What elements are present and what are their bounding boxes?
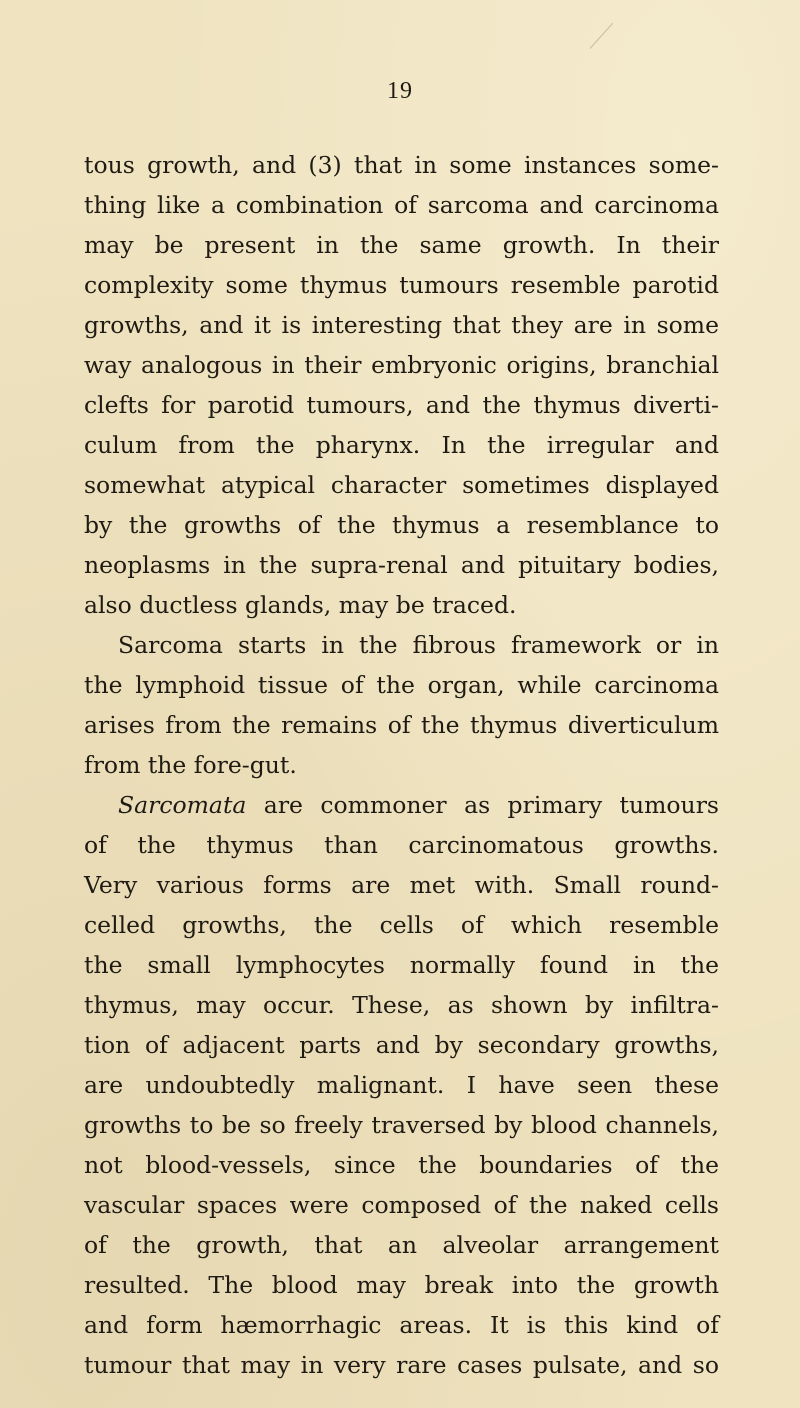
text-line: growths, and it is interesting that they are in some [84, 311, 719, 339]
text-line: celled growths, the cells of which resemble [84, 911, 719, 939]
text-line: somewhat atypical character sometimes displayed [84, 471, 719, 499]
text-line: the small lymphocytes normally found in the [84, 951, 719, 979]
text-line: complexity some thymus tumours resemble parotid [84, 271, 719, 299]
paragraph-start-line: Sarcoma starts in the fibrous framework or in [118, 631, 719, 659]
text-line: also ductless glands, may be traced. [84, 591, 517, 619]
paragraph-start-line: Sarcomata are commoner as primary tumours [118, 791, 719, 819]
text-line: clefts for parotid tumours, and the thymus diverti- [84, 391, 719, 419]
italic-term: Sarcomata [118, 791, 247, 819]
text-line: vascular spaces were composed of the naked cells [84, 1191, 719, 1219]
text-line: culum from the pharynx. In the irregular and [84, 431, 719, 459]
text-line: tion of adjacent parts and by secondary growths, [84, 1031, 719, 1059]
text-line: of the thymus than carcinomatous growths. [84, 831, 719, 859]
body-text [84, 145, 719, 1385]
text-line: may be present in the same growth. In their [84, 231, 719, 259]
text-line: and form hæmorrhagic areas. It is this kind of [84, 1311, 719, 1339]
text-line: from the fore-gut. [84, 751, 297, 779]
text-line: by the growths of the thymus a resemblance to [84, 511, 719, 539]
text-line: not blood-vessels, since the boundaries of the [84, 1151, 719, 1179]
text-line: of the growth, that an alveolar arrangement [84, 1231, 719, 1259]
text-line: neoplasms in the supra-renal and pituitary bodies, [84, 551, 719, 579]
text-line: growths to be so freely traversed by blood channels, [84, 1111, 719, 1139]
text-line: thing like a combination of sarcoma and carcinoma [84, 191, 719, 219]
text-line: arises from the remains of the thymus diverticulum [84, 711, 719, 739]
text-line: resulted. The blood may break into the growth [84, 1271, 719, 1299]
text-line: thymus, may occur. These, as shown by infiltra- [84, 991, 719, 1019]
text-line: tous growth, and (3) that in some instances some- [84, 151, 719, 179]
text-line: the lymphoid tissue of the organ, while carcinoma [84, 671, 719, 699]
text-line: way analogous in their embryonic origins, branchial [84, 351, 719, 379]
text-line: are undoubtedly malignant. I have seen these [84, 1071, 719, 1099]
text-line: tumour that may in very rare cases pulsate, and so [84, 1351, 719, 1379]
text-line: Very various forms are met with. Small round- [84, 871, 719, 899]
margin-pencil-mark [590, 23, 613, 49]
page-number: 19 [387, 78, 413, 104]
